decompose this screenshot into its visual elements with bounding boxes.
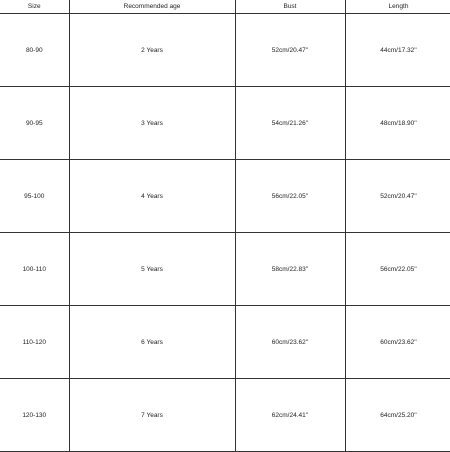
table-row (0, 379, 450, 452)
cell-bust: 52cm/20.47'' (235, 14, 345, 87)
header-size: Size (0, 0, 69, 14)
cell-age: 7 Years (69, 379, 235, 452)
header-bust: Bust (235, 0, 345, 14)
table-row (0, 233, 450, 306)
table-row (0, 306, 450, 379)
cell-age: 2 Years (69, 14, 235, 87)
cell-age: 6 Years (69, 306, 235, 379)
cell-length: 64cm/25.20'' (345, 379, 450, 452)
cell-length: 56cm/22.05'' (345, 233, 450, 306)
cell-size: 90-95 (0, 87, 69, 160)
table-row (0, 14, 450, 87)
cell-length: 60cm/23.62'' (345, 306, 450, 379)
cell-bust: 54cm/21.26'' (235, 87, 345, 160)
cell-bust: 56cm/22.05'' (235, 160, 345, 233)
header-recommended-age: Recommended age (69, 0, 235, 14)
cell-age: 5 Years (69, 233, 235, 306)
cell-length: 44cm/17.32'' (345, 14, 450, 87)
cell-size: 95-100 (0, 160, 69, 233)
table-row (0, 160, 450, 233)
cell-bust: 58cm/22.83'' (235, 233, 345, 306)
cell-length: 52cm/20.47'' (345, 160, 450, 233)
cell-age: 4 Years (69, 160, 235, 233)
cell-size: 80-90 (0, 14, 69, 87)
table-header-row (0, 0, 450, 14)
cell-length: 48cm/18.90'' (345, 87, 450, 160)
cell-age: 3 Years (69, 87, 235, 160)
cell-size: 110-120 (0, 306, 69, 379)
cell-size: 120-130 (0, 379, 69, 452)
cell-bust: 60cm/23.62'' (235, 306, 345, 379)
cell-bust: 62cm/24.41'' (235, 379, 345, 452)
header-length: Length (345, 0, 450, 14)
table-row (0, 87, 450, 160)
cell-size: 100-110 (0, 233, 69, 306)
